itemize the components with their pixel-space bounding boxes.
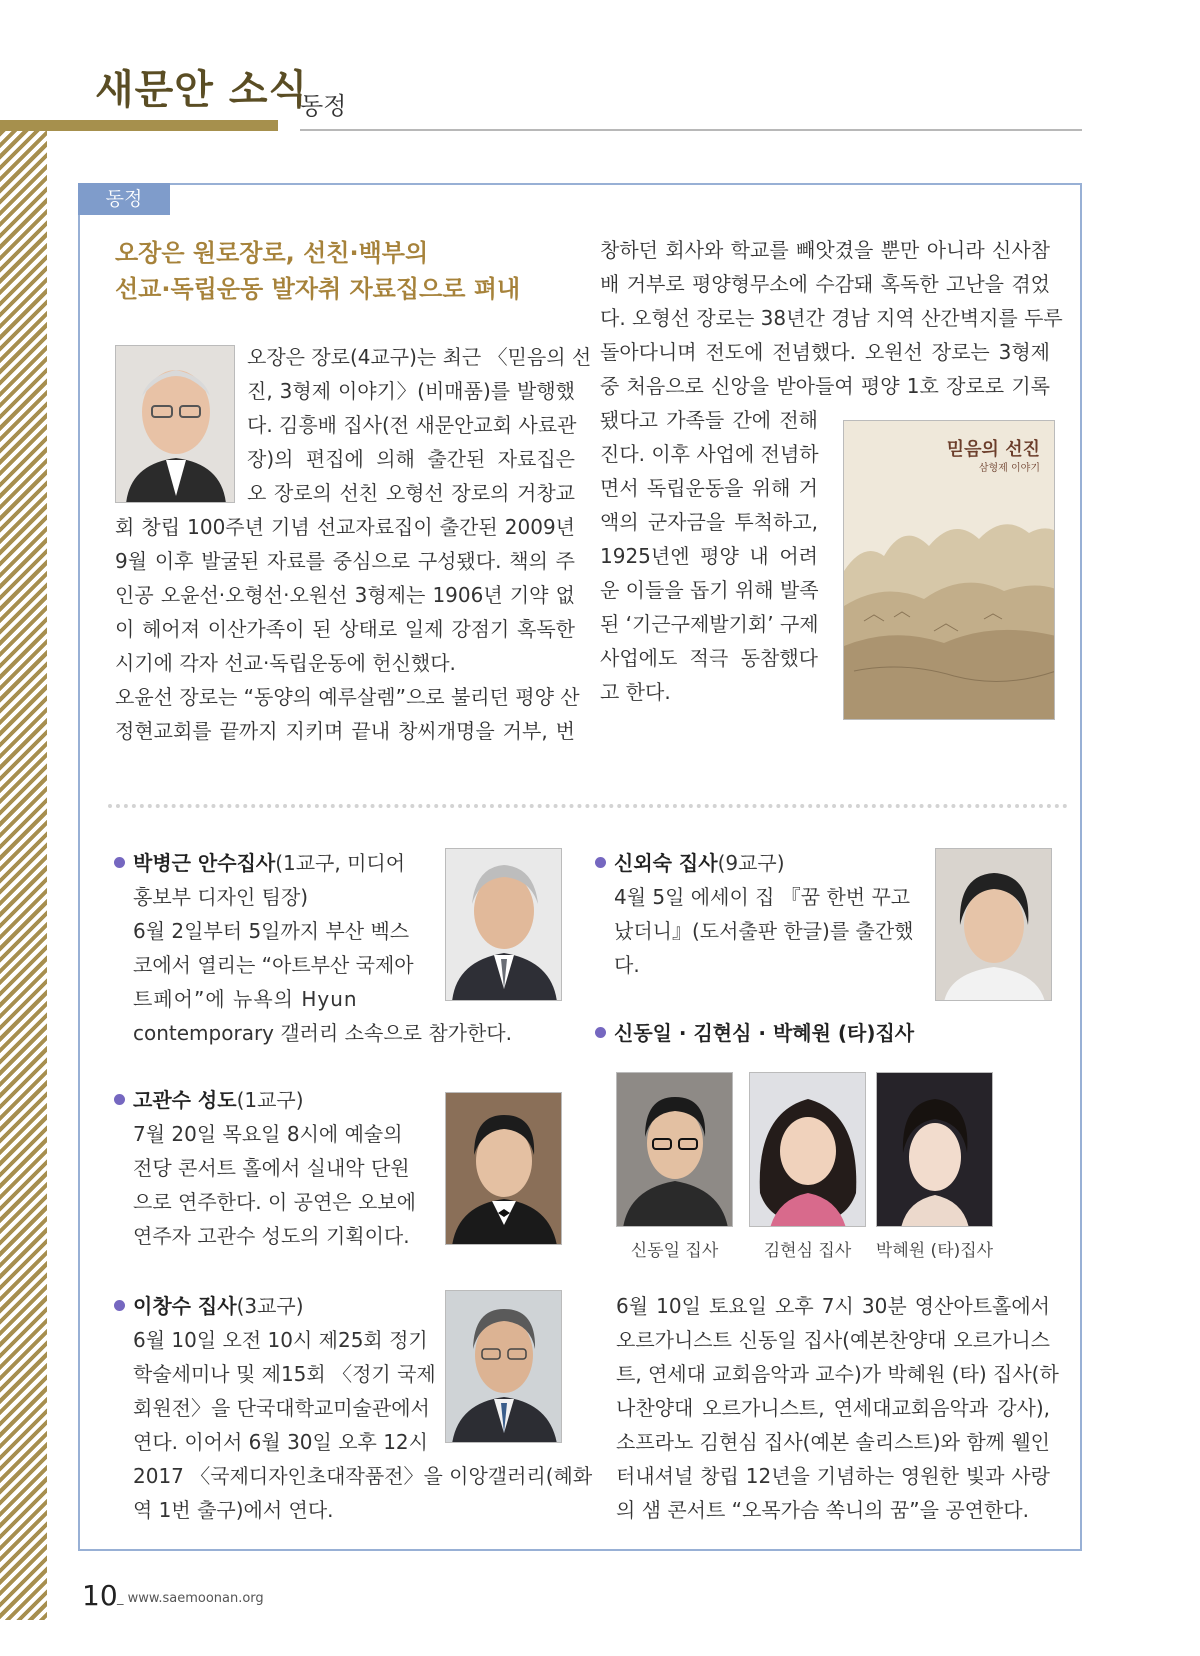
item-line: 전당 콘서트 홀에서 실내악 단원: [133, 1156, 410, 1180]
body-line: 인공 오윤선·오형선·오원선 3형제는 1906년 기약 없: [115, 583, 575, 607]
body-line: 진, 3형제 이야기〉(비매품)를 발행했: [247, 379, 575, 403]
person-affiliation: (1교구, 미디어: [275, 851, 406, 875]
body-line: 액의 군자금을 투척하고,: [600, 510, 818, 534]
body-line: 됐다고 가족들 간에 전해: [600, 408, 818, 432]
item-line: 코에서 열리는 “아트부산 국제아: [133, 953, 414, 977]
photo-caption: 김현심 집사: [763, 1241, 852, 1261]
side-stripe: [0, 120, 47, 1620]
bullet-icon: [595, 1027, 606, 1038]
person-name: 고관수 성도: [133, 1088, 237, 1112]
shin-portrait: [935, 848, 1052, 1001]
body-line: 다. 김흥배 집사(전 새문안교회 사료관: [247, 413, 577, 437]
body-line: 배 거부로 평양형무소에 수감돼 혹독한 고난을 겪었: [600, 272, 1050, 296]
kim-hyunsim-portrait: [749, 1072, 866, 1227]
body-line: 면서 독립운동을 위해 거: [600, 476, 818, 500]
item-line: 6월 10일 토요일 오후 7시 30분 영산아트홀에서: [616, 1294, 1050, 1318]
headline-line: 선교·독립운동 발자취 자료집으로 펴내: [115, 275, 521, 303]
item-line: 역 1번 출구)에서 연다.: [133, 1498, 334, 1522]
lee-portrait: [445, 1290, 562, 1443]
item-line: 학술세미나 및 제15회 〈정기 국제: [133, 1362, 436, 1386]
section-subtitle: 동정: [300, 92, 347, 120]
body-line: 고 한다.: [600, 680, 671, 704]
item-line: 6월 10일 오전 10시 제25회 정기: [133, 1328, 428, 1352]
body-line: 운 이들을 돕기 위해 발족: [600, 578, 819, 602]
item-line: 소프라노 김현심 집사(예본 솔리스트)와 함께 웰인: [616, 1430, 1050, 1454]
news-item-trio-body: [616, 1289, 1059, 1527]
item-line: 의 샘 콘서트 “오목가슴 쏙니의 꿈”을 공연한다.: [616, 1498, 1029, 1522]
book-title: 믿음의 선진: [946, 439, 1040, 460]
item-line: 7월 20일 목요일 8시에 예술의: [133, 1122, 403, 1146]
book-subtitle: 삼형제 이야기: [978, 463, 1040, 474]
body-line: 사업에도 적극 동참했다: [600, 646, 818, 670]
item-line: 터내셔널 창립 12년을 기념하는 영원한 빛과 사랑: [616, 1464, 1050, 1488]
feature-headline: [115, 235, 520, 307]
body-line: 다. 오형선 장로는 38년간 경남 지역 산간벽지를 두루: [600, 306, 1063, 330]
header-bar: [0, 120, 278, 131]
person-name: 신동일 · 김현심 · 박혜원 (타)집사: [614, 1021, 915, 1045]
person-name: 박병근 안수집사: [133, 851, 276, 875]
person-name: 이창수 집사: [133, 1294, 237, 1318]
body-line: 회 창립 100주년 기념 선교자료집이 출간된 2009년: [115, 515, 575, 539]
bullet-icon: [114, 1094, 125, 1105]
item-line: 다.: [614, 953, 640, 977]
item-line: 트페어”에 뉴욕의 Hyun: [133, 987, 358, 1011]
body-line: 정현교회를 끝까지 지키며 끝내 창씨개명을 거부, 번: [115, 719, 575, 743]
park-portrait: [445, 848, 562, 1001]
bullet-icon: [595, 857, 606, 868]
body-line: 오윤선 장로는 “동양의 예루살렘”으로 불리던 평양 산: [115, 685, 580, 709]
news-item-shin: [595, 846, 913, 982]
body-line: 오장은 장로(4교구)는 최근 〈믿음의 선: [247, 345, 592, 369]
category-tag: 동정: [78, 183, 170, 215]
shin-dongil-portrait: [616, 1072, 733, 1227]
body-line: 된 ‘기근구제발기회’ 구제: [600, 612, 819, 636]
item-line: 6월 2일부터 5일까지 부산 벡스: [133, 919, 410, 943]
ko-portrait: [445, 1092, 562, 1245]
body-line: 창하던 회사와 학교를 빼앗겼을 뿐만 아니라 신사참: [600, 238, 1050, 262]
item-line: 4월 5일 에세이 집 『꿈 한번 꾸고: [614, 885, 911, 909]
header-rule: [300, 129, 1082, 131]
body-line: 오 장로의 선친 오형선 장로의 거창교: [247, 481, 575, 505]
person-affiliation: (1교구): [236, 1088, 304, 1112]
item-line: 연다. 이어서 6월 30일 오후 12시: [133, 1430, 428, 1454]
item-line: 났더니』(도서출판 한글)를 출간했: [614, 919, 914, 943]
item-line: 으로 연주한다. 이 공연은 오보에: [133, 1190, 416, 1214]
bullet-icon: [114, 857, 125, 868]
item-line: 나찬양대 오르가니스트, 연세대교회음악과 강사),: [616, 1396, 1050, 1420]
photo-caption: 박혜원 (타)집사: [875, 1241, 994, 1261]
item-line: 오르가니스트 신동일 집사(예본찬양대 오르가니스: [616, 1328, 1050, 1352]
body-line: 중 처음으로 신앙을 받아들여 평양 1호 장로로 기록: [600, 374, 1050, 398]
item-line: 홍보부 디자인 팀장): [133, 885, 309, 909]
bullet-icon: [114, 1300, 125, 1311]
photo-caption: 신동일 집사: [630, 1241, 719, 1261]
item-line: 연주자 고관수 성도의 기획이다.: [133, 1224, 410, 1248]
park-hyewon-portrait: [876, 1072, 993, 1227]
item-line: 트, 연세대 교회음악과 교수)가 박혜원 (타) 집사(하: [616, 1362, 1059, 1386]
person-affiliation: (3교구): [236, 1294, 304, 1318]
body-line: 9월 이후 발굴된 자료를 중심으로 구성됐다. 책의 주: [115, 549, 575, 573]
body-line: 시기에 각자 선교·독립운동에 헌신했다.: [115, 651, 456, 675]
headline-line: 오장은 원로장로, 선친·백부의: [115, 239, 429, 267]
item-line: 회원전〉을 단국대학교미술관에서: [133, 1396, 430, 1420]
body-line: 돌아다니며 전도에 전념했다. 오원선 장로는 3형제: [600, 340, 1050, 364]
body-line: 장)의 편집에 의해 출간된 자료집은: [247, 447, 575, 471]
body-line: 이 헤어져 이산가족이 된 상태로 일제 강점기 혹독한: [115, 617, 575, 641]
section-title: 새문안 소식: [95, 67, 309, 113]
news-item-trio-heading: [595, 1016, 914, 1050]
news-item-ko: [114, 1083, 416, 1253]
body-line: 1925년엔 평양 내 어려: [600, 544, 818, 568]
page-number: 10: [82, 1579, 118, 1612]
feature-body-left: [115, 340, 592, 748]
footer-url: _ www.saemoonan.org: [117, 1591, 264, 1606]
section-divider: [108, 804, 1068, 808]
person-name: 신외숙 집사: [614, 851, 718, 875]
item-line: 2017 〈국제디자인초대작품전〉을 이앙갤러리(혜화: [133, 1464, 593, 1488]
body-line: 진다. 이후 사업에 전념하: [600, 442, 819, 466]
person-affiliation: (9교구): [717, 851, 785, 875]
book-cover: [843, 420, 1055, 720]
item-line: contemporary 갤러리 소속으로 참가한다.: [133, 1021, 512, 1045]
